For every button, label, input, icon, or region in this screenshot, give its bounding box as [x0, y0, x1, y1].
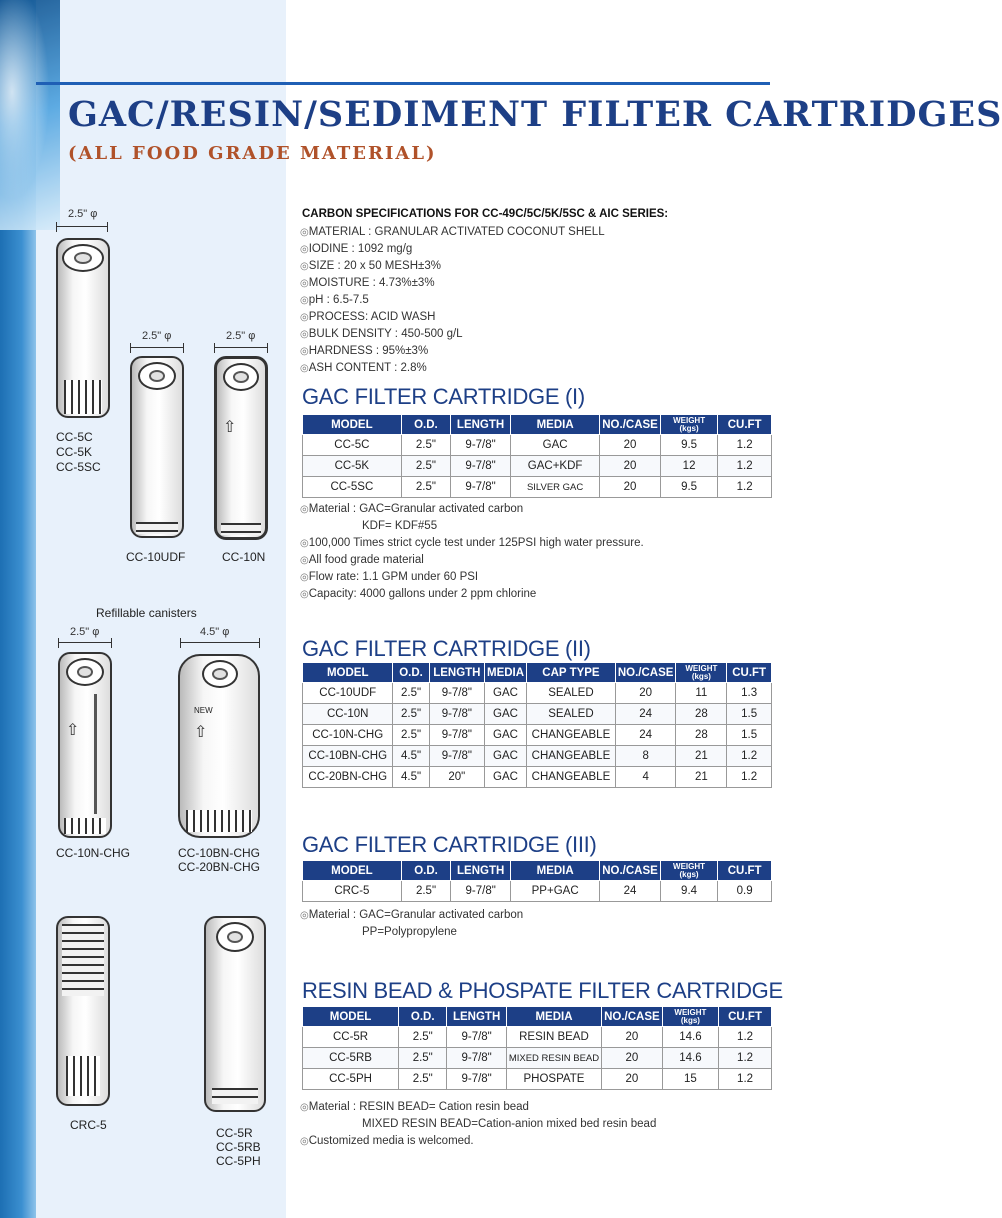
dimension-line: [130, 347, 184, 348]
note-item: ◎ Capacity: 4000 gallons under 2 ppm chlorine: [300, 586, 644, 603]
note-item: ◎ 100,000 Times strict cycle test under 125PSI high water pressure.: [300, 535, 644, 552]
cartridge-cc-5c: [56, 238, 110, 418]
note-item: ◎ Material : GAC=Granular activated carbon: [300, 501, 644, 518]
table-row: CC-10N-CHG 2.5" 9-7/8" GAC CHANGEABLE 24 28 1.5: [303, 725, 772, 746]
table-gac-2: [302, 662, 772, 788]
spec-item: ◎ BULK DENSITY : 450-500 g/L: [300, 326, 605, 343]
cartridge-crc-5: [56, 916, 110, 1106]
table-resin: [302, 1006, 772, 1090]
water-splash-graphic: [0, 0, 60, 230]
label-crc-5: CRC-5: [70, 1118, 107, 1132]
new-tag: NEW: [194, 706, 213, 715]
note-item: PP=Polypropylene: [362, 926, 457, 938]
table-row: CC-20BN-CHG 4.5" 20" GAC CHANGEABLE 4 21 1.2: [303, 767, 772, 788]
header-rule: [36, 82, 770, 85]
section-title-resin: RESIN BEAD & PHOSPATE FILTER CARTRIDGE: [302, 978, 783, 1003]
section-title-gac-3: GAC FILTER CARTRIDGE (III): [302, 832, 597, 857]
cartridge-cc-5r: [204, 916, 266, 1112]
table-header-row: MODEL O.D. LENGTH MEDIA NO./CASE WEIGHT (kgs) CU.FT: [303, 861, 772, 881]
table-gac-3: [302, 860, 772, 902]
note-item: MIXED RESIN BEAD=Cation-anion mixed bed resin bead: [362, 1118, 657, 1130]
dimension-line: [56, 226, 108, 227]
note-item: KDF= KDF#55: [362, 520, 438, 532]
spec-item: ◎ MOISTURE : 4.73%±3%: [300, 275, 605, 292]
cartridge-cc-10n: [214, 356, 268, 540]
refillable-canisters-caption: Refillable canisters: [96, 606, 197, 620]
label-cc-10n-chg: CC-10N-CHG: [56, 846, 131, 860]
spec-item: ◎ SIZE : 20 x 50 MESH±3%: [300, 258, 605, 275]
note-item: ◎ Flow rate: 1.1 GPM under 60 PSI: [300, 569, 644, 586]
table-row: CC-5C 2.5" 9-7/8" GAC 20 9.5 1.2: [303, 435, 772, 456]
table-row: CC-5RB 2.5" 9-7/8" MIXED RESIN BEAD 20 14.6 1.2: [303, 1048, 772, 1069]
label-cc-20bn-chg: CC-20BN-CHG: [178, 860, 261, 874]
spec-item: ◎ HARDNESS : 95%±3%: [300, 343, 605, 360]
section-title-gac-2: GAC FILTER CARTRIDGE (II): [302, 636, 591, 661]
cartridge-cc-10bn-chg: [178, 654, 260, 838]
table-row: CC-5SC 2.5" 9-7/8" SILVER GAC 20 9.5 1.2: [303, 477, 772, 498]
table-row: CC-5R 2.5" 9-7/8" RESIN BEAD 20 14.6 1.2: [303, 1027, 772, 1048]
dimension-label: 2.5" φ: [226, 330, 256, 342]
cartridge-cc-10n-chg: [58, 652, 112, 838]
spec-item: ◎ MATERIAL : GRANULAR ACTIVATED COCONUT SHELL: [300, 224, 605, 241]
table-header-row: MODEL O.D. LENGTH MEDIA NO./CASE WEIGHT (kgs) CU.FT: [303, 1007, 772, 1027]
cartridge-cc-10udf: [130, 356, 184, 538]
arrow-up-icon: ⇧: [223, 419, 237, 436]
label-cc-5k: CC-5K: [56, 445, 93, 459]
carbon-spec-list: [300, 224, 605, 377]
page-subtitle: (ALL FOOD GRADE MATERIAL): [68, 143, 437, 164]
dimension-label: 2.5" φ: [68, 208, 98, 220]
dimension-line: [58, 642, 112, 643]
note-item: ◎ Material : GAC=Granular activated carbon: [300, 907, 523, 924]
table-row: CC-10N 2.5" 9-7/8" GAC SEALED 24 28 1.5: [303, 704, 772, 725]
arrow-up-icon: ⇧: [66, 722, 80, 739]
table-row: CRC-5 2.5" 9-7/8" PP+GAC 24 9.4 0.9: [303, 881, 772, 902]
table-row: CC-10UDF 2.5" 9-7/8" GAC SEALED 20 11 1.3: [303, 683, 772, 704]
notes-gac-1: [300, 501, 644, 603]
label-cc-5r: CC-5R: [216, 1126, 253, 1140]
dimension-label: 2.5" φ: [142, 330, 172, 342]
notes-gac-3: [300, 907, 523, 941]
label-cc-10udf: CC-10UDF: [126, 550, 186, 564]
note-item: ◎ All food grade material: [300, 552, 644, 569]
notes-resin: [300, 1099, 656, 1150]
label-cc-5rb: CC-5RB: [216, 1140, 261, 1154]
spec-item: ◎ pH : 6.5-7.5: [300, 292, 605, 309]
spec-item: ◎ ASH CONTENT : 2.8%: [300, 360, 605, 377]
table-row: CC-5K 2.5" 9-7/8" GAC+KDF 20 12 1.2: [303, 456, 772, 477]
dimension-label: 2.5" φ: [70, 626, 100, 638]
table-header-row: MODEL O.D. LENGTH MEDIA NO./CASE WEIGHT (kgs) CU.FT: [303, 415, 772, 435]
label-cc-5sc: CC-5SC: [56, 460, 101, 474]
table-header-row: MODEL O.D. LENGTH MEDIA CAP TYPE NO./CASE WEIGHT (kgs) CU.FT: [303, 663, 772, 683]
label-cc-10bn-chg: CC-10BN-CHG: [178, 846, 261, 860]
carbon-spec-heading: CARBON SPECIFICATIONS FOR CC-49C/5C/5K/5SC & AIC SERIES:: [302, 208, 669, 220]
dimension-label: 4.5" φ: [200, 626, 230, 638]
note-item: ◎ Customized media is welcomed.: [300, 1133, 656, 1150]
table-row: CC-10BN-CHG 4.5" 9-7/8" GAC CHANGEABLE 8 21 1.2: [303, 746, 772, 767]
label-cc-5c: CC-5C: [56, 430, 93, 444]
table-gac-1: [302, 414, 772, 498]
arrow-up-icon: ⇧: [194, 724, 208, 741]
page-title: GAC/RESIN/SEDIMENT FILTER CARTRIDGES: [68, 94, 1002, 135]
dimension-line: [214, 347, 268, 348]
spec-item: ◎ PROCESS: ACID WASH: [300, 309, 605, 326]
label-cc-10n: CC-10N: [222, 550, 266, 564]
section-title-gac-1: GAC FILTER CARTRIDGE (I): [302, 384, 585, 409]
dimension-line: [180, 642, 260, 643]
note-item: ◎ Material : RESIN BEAD= Cation resin bead: [300, 1099, 656, 1116]
table-row: CC-5PH 2.5" 9-7/8" PHOSPATE 20 15 1.2: [303, 1069, 772, 1090]
label-cc-5ph: CC-5PH: [216, 1154, 261, 1168]
spec-item: ◎ IODINE : 1092 mg/g: [300, 241, 605, 258]
